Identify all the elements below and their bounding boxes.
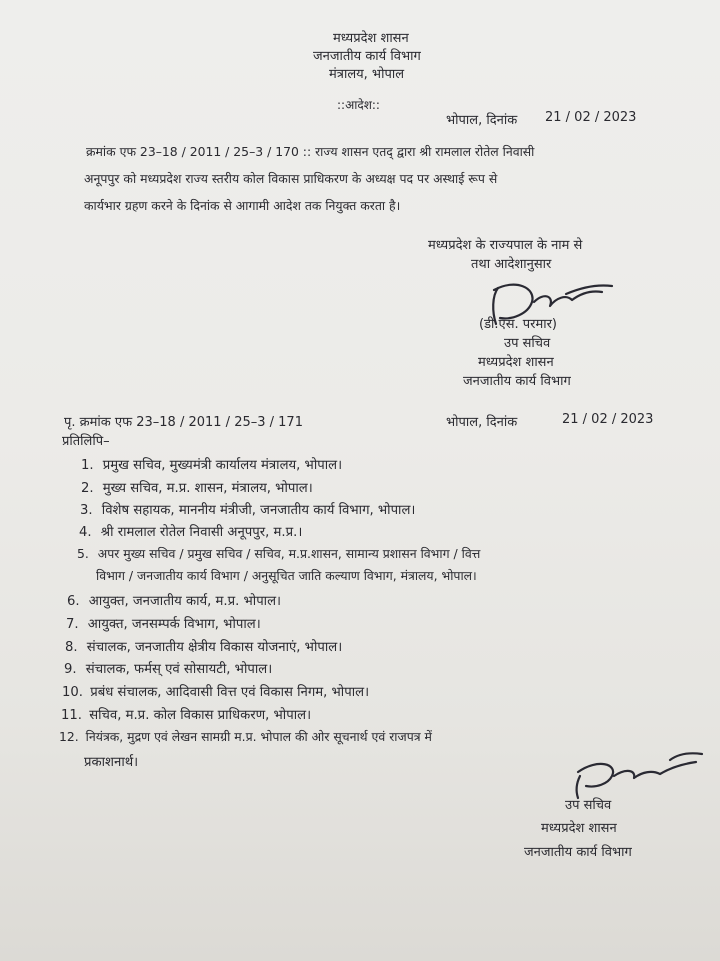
list-text: आयुक्त, जनजातीय कार्य, म.प्र. भोपाल। (88, 594, 282, 609)
list-text: आयुक्त, जनसम्पर्क विभाग, भोपाल। (87, 617, 261, 632)
list-item-12 (59, 728, 432, 745)
list-text: विशेष सहायक, माननीय मंत्रीजी, जनजातीय कार्य विभाग, भोपाल। (101, 503, 416, 518)
signature-2 (560, 742, 710, 802)
list-item-10 (62, 682, 369, 700)
list-item-4 (79, 522, 302, 540)
list-item-6 (67, 591, 281, 609)
endorsement-date: 21 / 02 / 2023 (562, 412, 654, 427)
list-number: 10. (62, 685, 83, 700)
list-number: 12. (59, 729, 79, 744)
list-number: 3. (80, 503, 93, 518)
list-item-3 (80, 500, 415, 518)
list-item-5 (77, 545, 480, 562)
signatory-designation: उप सचिव (504, 336, 551, 351)
list-number: 11. (61, 708, 82, 723)
list-item-7 (66, 614, 261, 632)
signatory-name: (डी.एस. परमार) (479, 317, 557, 332)
by-order-line: तथा आदेशानुसार (471, 257, 552, 272)
list-item-9 (64, 659, 272, 677)
endorsement-place-date-label: भोपाल, दिनांक (446, 415, 518, 430)
governor-name-line: मध्यप्रदेश के राज्यपाल के नाम से (428, 238, 583, 253)
endorsement-number: पृ. क्रमांक एफ 23–18 / 2011 / 25–3 / 171 (64, 415, 303, 430)
list-number: 4. (79, 525, 92, 540)
list-text: संचालक, जनजातीय क्षेत्रीय विकास योजनाएं, भोपाल। (86, 640, 343, 655)
order-line-3: कार्यभार ग्रहण करने के दिनांक से आगामी आदेश तक नियुक्त करता है। (84, 198, 401, 213)
header-location: मंत्रालय, भोपाल (329, 67, 405, 82)
list-text: मुख्य सचिव, म.प्र. शासन, मंत्रालय, भोपाल। (102, 481, 313, 496)
list-text: सचिव, म.प्र. कोल विकास प्राधिकरण, भोपाल। (89, 708, 312, 723)
signatory-department: जनजातीय कार्य विभाग (463, 374, 571, 389)
list-number: 5. (77, 546, 89, 561)
list-text: अपर मुख्य सचिव / प्रमुख सचिव / सचिव, म.प्र.शासन, सामान्य प्रशासन विभाग / वित्त (97, 546, 481, 561)
copy-label: प्रतिलिपि– (62, 434, 110, 449)
list-item-8 (65, 637, 342, 655)
list-text: श्री रामलाल रोतेल निवासी अनूपपुर, म.प्र.। (100, 525, 303, 540)
list-text: संचालक, फर्मस् एवं सोसायटी, भोपाल। (85, 662, 273, 677)
order-title: ::आदेश:: (337, 98, 380, 112)
signatory-2-office: मध्यप्रदेश शासन (541, 821, 617, 836)
list-number: 1. (81, 458, 94, 473)
list-number: 7. (66, 617, 79, 632)
list-text: प्रमुख सचिव, मुख्यमंत्री कार्यालय मंत्रालय, भोपाल। (102, 458, 343, 473)
signatory-2-department: जनजातीय कार्य विभाग (524, 845, 632, 860)
list-item-5-continued: विभाग / जनजातीय कार्य विभाग / अनुसूचित जाति कल्याण विभाग, मंत्रालय, भोपाल। (96, 568, 477, 583)
order-place-date-label: भोपाल, दिनांक (446, 113, 518, 128)
list-item-2 (81, 478, 313, 496)
list-item-12-continued: प्रकाशनार्थ। (84, 755, 139, 770)
list-text: प्रबंध संचालक, आदिवासी वित्त एवं विकास निगम, भोपाल। (90, 685, 370, 700)
list-number: 9. (64, 662, 77, 677)
list-item-1 (81, 455, 342, 473)
header-department: जनजातीय कार्य विभाग (313, 49, 421, 64)
list-item-11 (61, 705, 311, 723)
header-government: मध्यप्रदेश शासन (333, 31, 409, 46)
list-number: 2. (81, 481, 94, 496)
list-text: नियंत्रक, मुद्रण एवं लेखन सामग्री म.प्र. भोपाल की ओर सूचनार्थ एवं राजपत्र में (85, 729, 432, 744)
order-line-2: अनूपपुर को मध्यप्रदेश राज्य स्तरीय कोल विकास प्राधिकरण के अध्यक्ष पद पर अस्थाई रूप से (84, 171, 498, 186)
list-number: 8. (65, 640, 78, 655)
list-number: 6. (67, 594, 80, 609)
order-line-1: क्रमांक एफ 23–18 / 2011 / 25–3 / 170 :: राज्य शासन एतद् द्वारा श्री रामलाल रोतेल निवासी (86, 144, 535, 159)
signatory-2-designation: उप सचिव (565, 798, 612, 813)
order-date: 21 / 02 / 2023 (545, 110, 637, 125)
signatory-office: मध्यप्रदेश शासन (478, 355, 554, 370)
